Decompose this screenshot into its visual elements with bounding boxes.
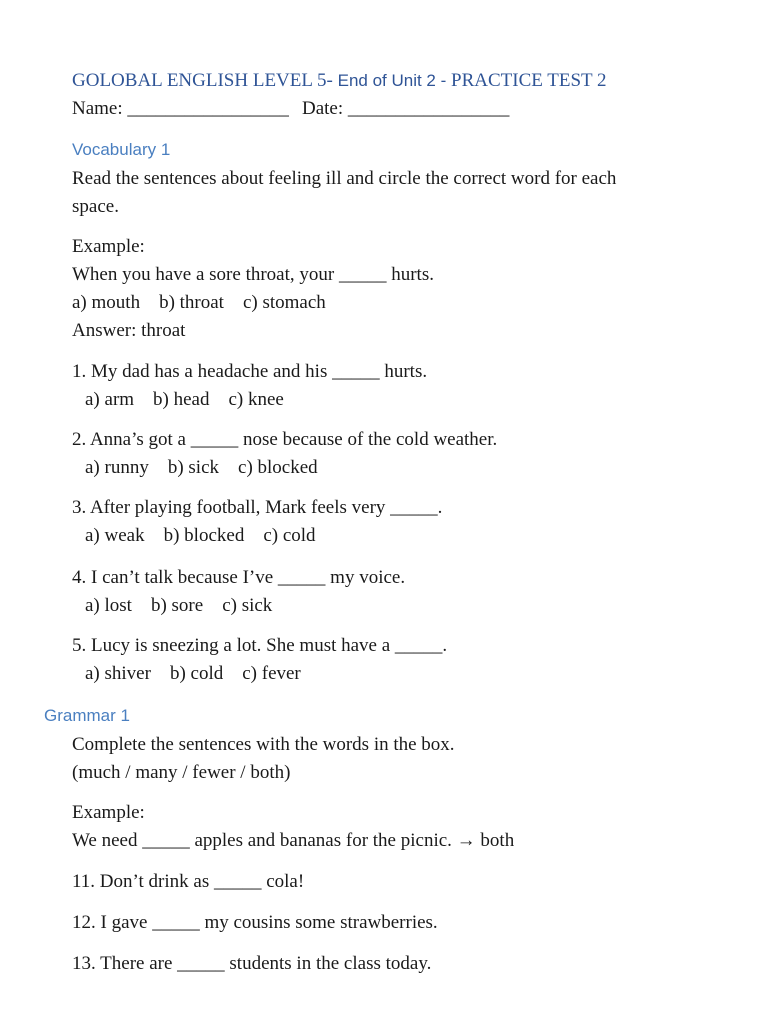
vocabulary-instruction-line-1: Read the sentences about feeling ill and circle the correct word for each [72,168,617,189]
vocabulary-question-3-options[interactable]: a) weak b) blocked c) cold [85,525,316,546]
title-part-2: End of Unit 2 - [337,71,451,90]
vocabulary-question-5-options[interactable]: a) shiver b) cold c) fever [85,663,301,684]
vocabulary-heading: Vocabulary 1 [72,140,171,159]
date-line: Date: _________________ [302,98,510,119]
page-title [72,70,607,92]
grammar-question-13: 13. There are _____ students in the class today. [72,953,432,974]
vocabulary-example-label: Example: [72,236,145,257]
title-part-1: GOLOBAL ENGLISH LEVEL 5- [72,70,338,91]
grammar-question-11: 11. Don’t drink as _____ cola! [72,871,305,892]
vocabulary-question-4-options[interactable]: a) lost b) sore c) sick [85,595,273,616]
vocabulary-question-1-options[interactable]: a) arm b) head c) knee [85,389,284,410]
vocabulary-question-5: 5. Lucy is sneezing a lot. She must have a _____. [72,635,448,656]
vocabulary-question-1: 1. My dad has a headache and his _____ hurts. [72,361,428,382]
grammar-question-12: 12. I gave _____ my cousins some strawberries. [72,912,438,933]
vocabulary-question-2: 2. Anna’s got a _____ nose because of the cold weather. [72,429,498,450]
grammar-word-box: (much / many / fewer / both) [72,762,291,783]
grammar-example-label: Example: [72,802,145,823]
vocabulary-question-4: 4. I can’t talk because I’ve _____ my voice. [72,567,406,588]
title-part-3: PRACTICE TEST 2 [451,70,607,91]
vocabulary-example-options: a) mouth b) throat c) stomach [72,292,326,313]
grammar-heading: Grammar 1 [44,706,130,725]
vocabulary-question-3: 3. After playing football, Mark feels very _____. [72,497,443,518]
vocabulary-question-2-options[interactable]: a) runny b) sick c) blocked [85,457,318,478]
grammar-instruction: Complete the sentences with the words in the box. [72,734,455,755]
grammar-example-sentence: We need _____ apples and bananas for the picnic. → both [72,830,515,851]
vocabulary-example-answer: Answer: throat [72,320,186,341]
name-line: Name: _________________ [72,98,289,119]
vocabulary-example-sentence: When you have a sore throat, your _____ hurts. [72,264,434,285]
vocabulary-instruction-line-2: space. [72,196,119,217]
